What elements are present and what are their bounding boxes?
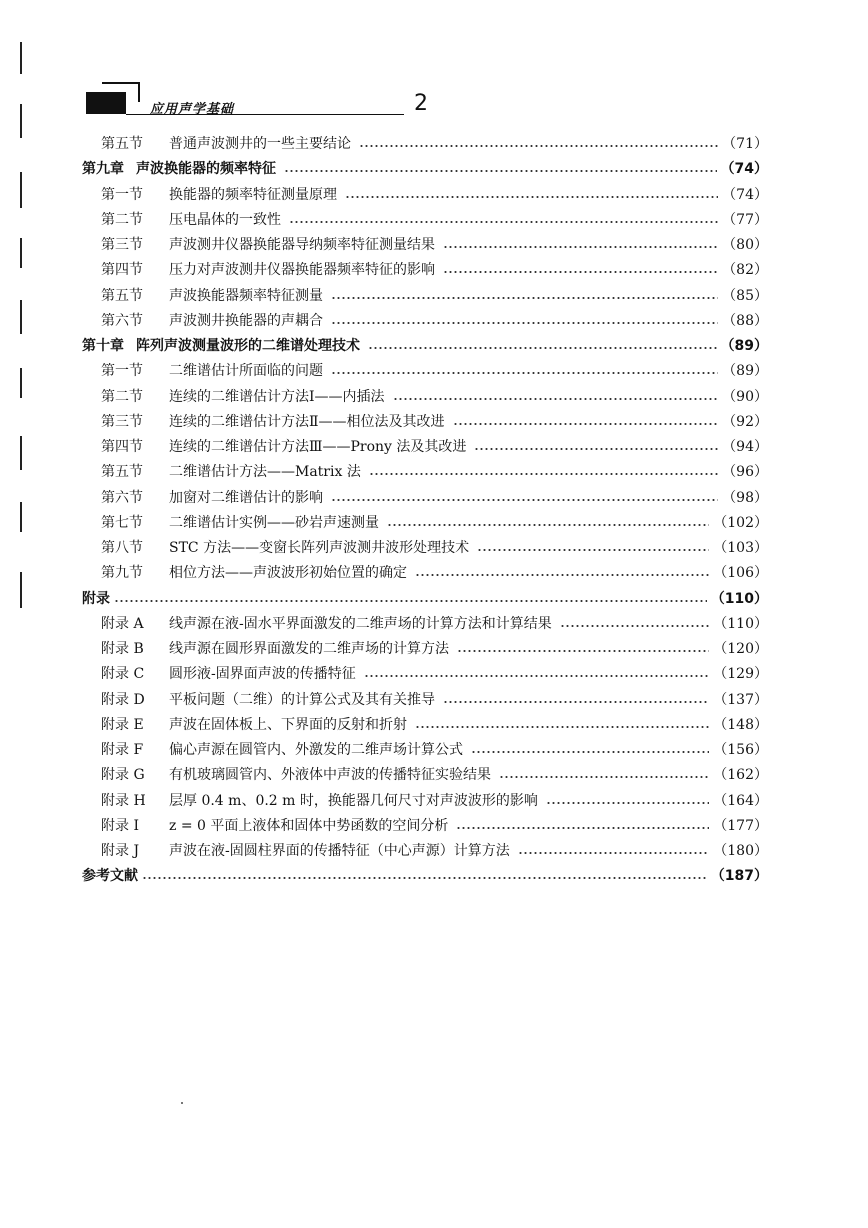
toc-entry-title: 阵列声波测量波形的二维谱处理技术: [136, 338, 360, 354]
dot-leader: [368, 336, 717, 350]
toc-entry-title: 声波换能器的频率特征: [136, 161, 276, 178]
toc-entry-title: 线声源在圆形界面激发的二维声场的计算方法: [169, 641, 449, 657]
toc-entry-title: STC 方法——变窗长阵列声波测井波形处理技术: [169, 540, 470, 556]
toc-entry-page: （103）: [713, 540, 768, 556]
toc-entry-label: 第二节: [101, 211, 143, 228]
toc-entry-page: （82）: [722, 262, 768, 279]
toc-entry-label: 第六节: [101, 312, 143, 329]
toc-entry-page: （85）: [722, 287, 768, 304]
toc-entry-label: 附录 B: [101, 641, 144, 657]
toc-entry-page: （96）: [722, 464, 768, 481]
toc-entry-label: 第六节: [101, 489, 143, 506]
margin-mark: [20, 104, 22, 138]
toc-entry-page: （98）: [722, 489, 768, 506]
dot-leader: [456, 816, 709, 830]
dot-leader: [331, 488, 718, 502]
toc-entry-page: （89）: [720, 338, 768, 354]
toc-entry-page: （88）: [722, 312, 768, 329]
toc-section-entry: [101, 385, 768, 410]
toc-section-entry: [101, 258, 768, 283]
toc-appendix-entry: [101, 763, 768, 788]
toc-entry-label: 附录 H: [101, 792, 146, 809]
margin-mark: [20, 436, 22, 470]
toc-entry-title: 声波测井仪器换能器导纳频率特征测量结果: [169, 237, 435, 253]
toc-entry-label: 附录 D: [101, 691, 145, 708]
series-title: 应用声学基础: [150, 102, 235, 117]
dot-leader: [142, 866, 707, 880]
dot-leader: [471, 740, 709, 754]
toc-section-entry: [101, 183, 768, 208]
toc-entry-page: （156）: [713, 742, 768, 758]
dot-leader: [443, 690, 709, 704]
toc-entry-page: （110）: [710, 590, 768, 607]
toc-entry-title: 声波换能器频率特征测量: [169, 287, 323, 304]
dot-leader: [443, 260, 718, 274]
dot-leader: [289, 210, 718, 224]
dot-leader: [560, 614, 710, 628]
toc-entry-title: 压电晶体的一致性: [169, 211, 281, 228]
toc-section-entry: [101, 410, 768, 435]
toc-section-entry: [101, 536, 768, 561]
dot-leader: [369, 462, 718, 476]
toc-section-entry: [101, 359, 768, 384]
toc-entry-title: 二维谱估计方法——Matrix 法: [169, 464, 361, 481]
dot-leader: [453, 412, 719, 426]
toc-entry-page: （74）: [720, 161, 768, 178]
toc-entry-page: （164）: [713, 792, 768, 809]
toc-section-entry: [101, 208, 768, 233]
toc-entry-page: （77）: [722, 211, 768, 228]
toc-section-entry: [101, 511, 768, 536]
dot-leader: [477, 538, 709, 552]
toc-entry-title: 二维谱估计所面临的问题: [169, 363, 323, 380]
toc-entry-title: 连续的二维谱估计方法Ⅲ——Prony 法及其改进: [169, 439, 467, 455]
toc-section-entry: [101, 132, 768, 157]
toc-entry-title: 声波测井换能器的声耦合: [169, 312, 323, 329]
toc-entry-title: 平板问题（二维）的计算公式及其有关推导: [169, 691, 435, 708]
toc-appendix-entry: [101, 713, 768, 738]
toc-entry-label: 附录: [82, 590, 110, 607]
toc-entry-page: （94）: [722, 439, 768, 455]
toc-entry-label: 第一节: [101, 363, 143, 380]
toc-chapter-entry: [82, 864, 768, 889]
toc-section-entry: [101, 435, 768, 460]
toc-section-entry: [101, 486, 768, 511]
dot-leader: [499, 765, 709, 779]
toc-entry-label: 附录 J: [101, 843, 140, 859]
toc-section-entry: [101, 233, 768, 258]
dot-leader: [331, 286, 718, 300]
toc-entry-page: （120）: [713, 641, 768, 657]
toc-entry-page: （129）: [713, 666, 768, 683]
toc-entry-label: 附录 E: [101, 716, 144, 733]
toc-entry-label: 第一节: [101, 186, 143, 203]
toc-entry-page: （187）: [710, 868, 768, 885]
toc-chapter-entry: [82, 587, 768, 612]
toc-appendix-entry: [101, 738, 768, 763]
toc-entry-title: 声波在固体板上、下界面的反射和折射: [169, 716, 407, 733]
dot-leader: [114, 589, 707, 603]
dot-leader: [331, 361, 718, 375]
toc-entry-label: 参考文献: [82, 868, 138, 885]
toc-entry-label: 附录 A: [101, 615, 144, 632]
toc-entry-label: 第五节: [101, 464, 143, 481]
toc-entry-page: （162）: [713, 767, 768, 784]
margin-mark: [20, 238, 22, 268]
toc-entry-label: 第七节: [101, 514, 143, 531]
toc-entry-label: 第四节: [101, 439, 143, 455]
toc-section-entry: [101, 284, 768, 309]
toc-appendix-entry: [101, 688, 768, 713]
toc-entry-page: （110）: [713, 615, 768, 632]
dot-leader: [387, 513, 709, 527]
toc-entry-page: （89）: [722, 363, 768, 380]
toc-entry-label: 第八节: [101, 540, 143, 556]
margin-mark: [20, 172, 22, 208]
dot-leader: [474, 437, 718, 451]
toc-entry-page: （71）: [722, 136, 768, 152]
toc-entry-page: （180）: [713, 843, 768, 859]
toc-appendix-entry: [101, 662, 768, 687]
toc-entry-page: （148）: [713, 716, 768, 733]
toc-entry-title: 加窗对二维谱估计的影响: [169, 489, 323, 506]
toc-entry-label: 第五节: [101, 287, 143, 304]
toc-entry-label: 第三节: [101, 413, 143, 430]
dot-leader: [393, 387, 719, 401]
toc-appendix-entry: [101, 839, 768, 864]
dot-leader: [331, 311, 718, 325]
dot-leader: [518, 841, 710, 855]
dot-leader: [359, 134, 718, 148]
toc-entry-title: 偏心声源在圆管内、外激发的二维声场计算公式: [169, 742, 463, 758]
toc-entry-title: 连续的二维谱估计方法Ⅰ——内插法: [169, 388, 385, 405]
toc-entry-label: 第九节: [101, 565, 143, 582]
page-number: 2: [414, 91, 428, 116]
dot-leader: [546, 791, 709, 805]
toc-section-entry: [101, 460, 768, 485]
dot-leader: [443, 235, 718, 249]
toc-entry-page: （106）: [713, 565, 768, 582]
toc-appendix-entry: [101, 612, 768, 637]
toc-entry-page: （80）: [722, 237, 768, 253]
toc-entry-label: 第五节: [101, 136, 143, 152]
toc-entry-page: （90）: [722, 388, 768, 405]
dot-leader: [457, 639, 709, 653]
toc-entry-label: 附录 G: [101, 767, 145, 784]
toc-appendix-entry: [101, 814, 768, 839]
toc-entry-title: 层厚 0.4 m、0.2 m 时，换能器几何尺寸对声波波形的影响: [169, 792, 538, 809]
toc-entry-page: （74）: [722, 186, 768, 203]
dot-leader: [345, 185, 718, 199]
toc-entry-title: 压力对声波测井仪器换能器频率特征的影响: [169, 262, 435, 279]
toc-entry-title: 普通声波测井的一些主要结论: [169, 136, 351, 152]
toc-entry-title: 圆形液-固界面声波的传播特征: [169, 666, 356, 683]
toc-entry-title: 换能器的频率特征测量原理: [169, 186, 337, 203]
margin-mark: [20, 502, 22, 532]
dot-leader: [415, 715, 709, 729]
toc-entry-title: 线声源在液-固水平界面激发的二维声场的计算方法和计算结果: [169, 615, 552, 632]
dot-leader: [364, 664, 710, 678]
toc-entry-page: （92）: [722, 413, 768, 430]
margin-mark: [20, 300, 22, 334]
toc-appendix-entry: [101, 789, 768, 814]
toc-entry-label: 第三节: [101, 237, 143, 253]
toc-entry-page: （102）: [713, 514, 768, 531]
toc-section-entry: [101, 561, 768, 586]
toc-entry-label: 第二节: [101, 388, 143, 405]
toc-entry-label: 第十章: [82, 338, 124, 354]
dot-leader: [284, 159, 717, 173]
toc-entry-title: 声波在液-固圆柱界面的传播特征（中心声源）计算方法: [169, 843, 510, 859]
scan-speck: [181, 1102, 183, 1104]
toc-entry-title: 连续的二维谱估计方法Ⅱ——相位法及其改进: [169, 413, 445, 430]
toc-entry-label: 第四节: [101, 262, 143, 279]
toc-appendix-entry: [101, 637, 768, 662]
margin-mark: [20, 368, 22, 398]
toc-chapter-entry: [82, 334, 768, 359]
toc-section-entry: [101, 309, 768, 334]
dot-leader: [415, 563, 709, 577]
toc-entry-title: 有机玻璃圆管内、外液体中声波的传播特征实验结果: [169, 767, 491, 784]
toc-entry-label: 附录 I: [101, 817, 139, 834]
toc-entry-title: 二维谱估计实例——砂岩声速测量: [169, 514, 379, 531]
toc-entry-page: （137）: [713, 691, 768, 708]
margin-mark: [20, 42, 22, 74]
series-logo-frame: [102, 82, 140, 102]
toc-entry-title: 相位方法——声波波形初始位置的确定: [169, 565, 407, 582]
toc-entry-label: 第九章: [82, 161, 124, 178]
toc-chapter-entry: [82, 157, 768, 182]
header-rule: [126, 114, 404, 115]
toc-entry-page: （177）: [713, 817, 768, 834]
running-header: [86, 78, 446, 122]
toc-entry-title: z = 0 平面上液体和固体中势函数的空间分析: [169, 817, 449, 834]
toc-entry-label: 附录 C: [101, 666, 145, 683]
margin-mark: [20, 572, 22, 608]
toc-entry-label: 附录 F: [101, 742, 144, 758]
